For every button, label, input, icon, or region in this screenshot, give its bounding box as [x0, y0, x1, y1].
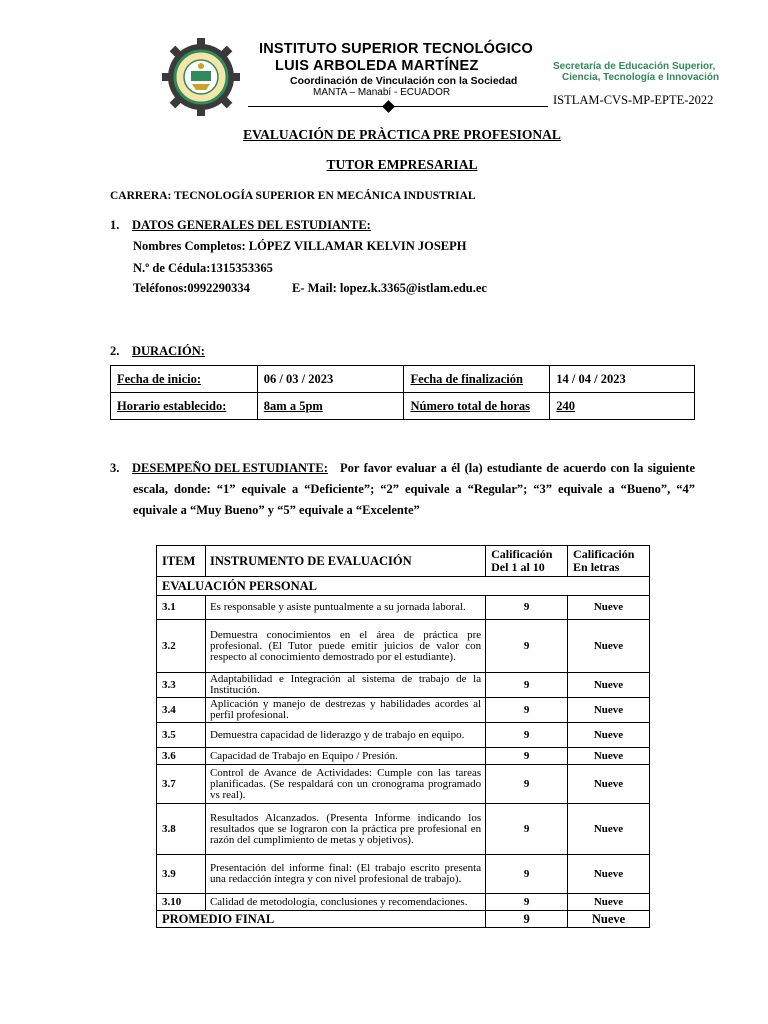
- table-row: 3.6 Capacidad de Trabajo en Equipo / Presión. 9 Nueve: [157, 748, 650, 765]
- header-letters: Calificación En letras: [568, 546, 650, 577]
- section3-instructions-line3: equivale a “Muy Bueno” y “5” equivale a “Excelente”: [133, 503, 420, 517]
- student-phone: Teléfonos:0992290334: [133, 281, 250, 295]
- table-row: 3.8 Resultados Alcanzados. (Presenta Informe indicando los resultados que se lograron con la práctica pre profesional en razón del cumplimiento de metas y objetivos). 9 Nueve: [157, 804, 650, 855]
- header-item: ITEM: [157, 546, 206, 577]
- carrera-label: CARRERA: TECNOLOGÍA SUPERIOR EN MECÁNICA INDUSTRIAL: [110, 190, 476, 202]
- secretaria-line2: Ciencia, Tecnología e Innovación: [562, 72, 720, 83]
- coordination-label: Coordinación de Vinculación con la Sociedad: [290, 75, 518, 87]
- section3-title: DESEMPEÑO DEL ESTUDIANTE:: [132, 461, 328, 475]
- divider-diamond-icon: [382, 100, 395, 113]
- student-id: N.º de Cédula:1315353365: [133, 261, 273, 275]
- schedule-label: Horario establecido:: [111, 393, 258, 420]
- table-row: 3.5 Demuestra capacidad de liderazgo y de trabajo en equipo. 9 Nueve: [157, 723, 650, 748]
- duration-table: [110, 365, 695, 420]
- end-date-label: Fecha de finalización: [404, 366, 550, 393]
- document-code: ISTLAM-CVS-MP-EPTE-2022: [553, 93, 714, 107]
- table-row: 3.3 Adaptabilidad e Integración al sistema de trabajo de la Institución. 9 Nueve: [157, 673, 650, 698]
- total-hours-value: 240: [550, 393, 695, 420]
- document-title: EVALUACIÓN DE PRÀCTICA PRE PROFESIONAL: [243, 127, 561, 142]
- header-divider: [248, 106, 548, 107]
- final-average-letters: Nueve: [568, 911, 650, 928]
- group-label: EVALUACIÓN PERSONAL: [157, 577, 650, 596]
- final-average-label: PROMEDIO FINAL: [157, 911, 486, 928]
- evaluation-table: [156, 545, 650, 928]
- institute-seal-logo: [162, 38, 240, 116]
- final-average-row: [157, 911, 650, 928]
- duration-row: [111, 393, 695, 420]
- table-row: 3.10 Calidad de metodología, conclusiones y recomendaciones. 9 Nueve: [157, 894, 650, 911]
- section3-number: 3.: [110, 461, 120, 475]
- section2-heading: [110, 344, 205, 359]
- location-label: MANTA – Manabí - ECUADOR: [313, 87, 451, 98]
- final-average-score: 9: [486, 911, 568, 928]
- student-name: Nombres Completos: LÓPEZ VILLAMAR KELVIN JOSEPH: [133, 239, 467, 253]
- section1-number: 1.: [110, 218, 120, 232]
- table-row: 3.4 Aplicación y manejo de destrezas y habilidades acordes al perfil profesional. 9 Nueve: [157, 698, 650, 723]
- section2-number: 2.: [110, 344, 120, 358]
- end-date-value: 14 / 04 / 2023: [550, 366, 695, 393]
- section1-heading: [110, 218, 371, 233]
- table-row: 3.1 Es responsable y asiste puntualmente a su jornada laboral. 9 Nueve: [157, 596, 650, 620]
- section1-title: DATOS GENERALES DEL ESTUDIANTE:: [132, 218, 371, 232]
- institute-name-line2: LUIS ARBOLEDA MARTÍNEZ: [275, 58, 479, 74]
- evaluation-header-row: [157, 546, 650, 577]
- student-email: E- Mail: lopez.k.3365@istlam.edu.ec: [292, 281, 487, 295]
- section3-heading: [110, 461, 328, 476]
- start-date-value: 06 / 03 / 2023: [257, 366, 404, 393]
- secretaria-line1: Secretaría de Educación Superior,: [553, 61, 716, 72]
- institute-name-line1: INSTITUTO SUPERIOR TECNOLÓGICO: [259, 41, 533, 57]
- header-instrument: INSTRUMENTO DE EVALUACIÓN: [205, 546, 485, 577]
- document-subtitle: TUTOR EMPRESARIAL: [326, 157, 478, 172]
- header-score: Calificación Del 1 al 10: [486, 546, 568, 577]
- start-date-label: Fecha de inicio:: [111, 366, 258, 393]
- table-row: 3.7 Control de Avance de Actividades: Cumple con las tareas planificadas. (Se respaldará con un cronograma programado vs real). 9 Nueve: [157, 765, 650, 804]
- evaluation-group-row: [157, 577, 650, 596]
- section2-title: DURACIÓN:: [132, 344, 205, 358]
- section3-instructions-line1: Por favor evaluar a él (la) estudiante de acuerdo con la siguiente: [340, 461, 695, 475]
- duration-row: [111, 366, 695, 393]
- schedule-value: 8am a 5pm: [257, 393, 404, 420]
- section3-instructions-line2: escala, donde: “1” equivale a “Deficiente”; “2” equivale a “Regular”; “3” equivale a “Bueno”, “4”: [133, 482, 695, 496]
- total-hours-label: Número total de horas: [404, 393, 550, 420]
- table-row: 3.9 Presentación del informe final: (El trabajo escrito presenta una redacción íntegra y con nivel profesional de trabajo). 9 Nueve: [157, 855, 650, 894]
- document-header: [0, 0, 768, 115]
- table-row: 3.2 Demuestra conocimientos en el área de práctica pre profesional. (El Tutor puede emitir juicios de valor con respecto al conocimiento demostrado por el estudiante). 9 Nueve: [157, 620, 650, 673]
